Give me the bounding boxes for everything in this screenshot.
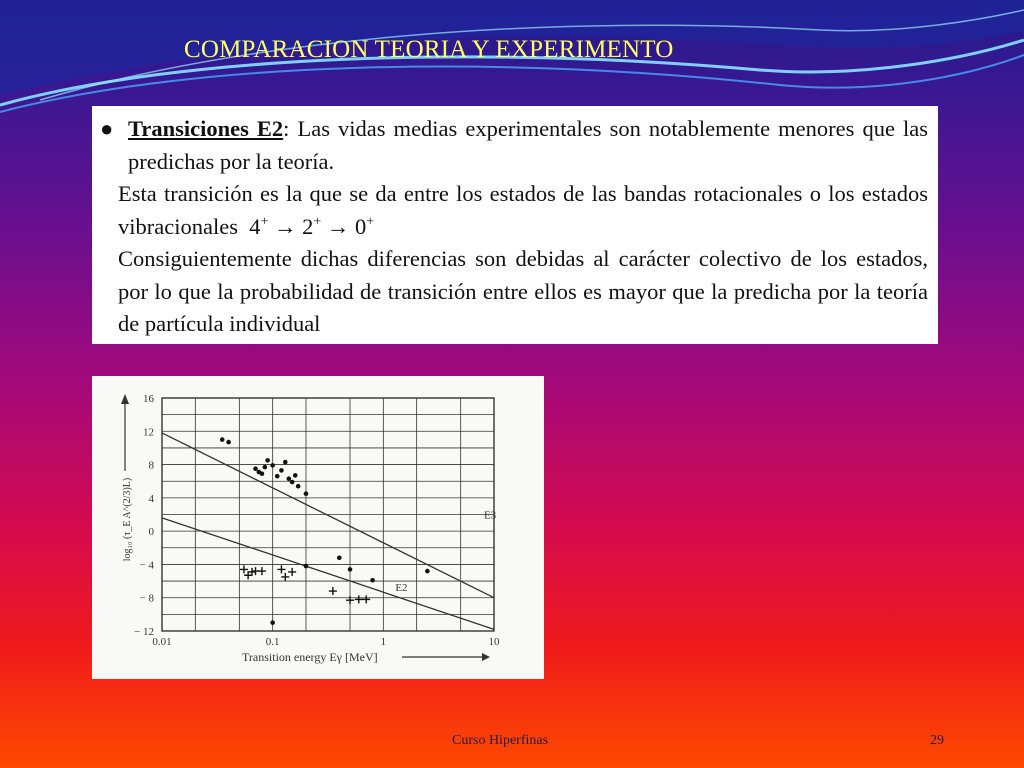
- data-point-dot: [220, 437, 225, 442]
- data-point-dot: [265, 458, 270, 463]
- data-point-cross: [288, 568, 296, 576]
- y-tick-label: 16: [143, 393, 154, 405]
- data-point-dot: [270, 620, 275, 625]
- data-point-cross: [258, 567, 266, 575]
- y-tick-label: 8: [148, 459, 154, 472]
- data-point-dot: [263, 465, 268, 470]
- data-point-dot: [425, 569, 430, 574]
- chart-labels: [121, 393, 500, 664]
- x-tick-label: 0.1: [265, 636, 280, 648]
- y-tick-label: − 8: [139, 592, 154, 605]
- x-axis-arrowhead: [482, 653, 490, 661]
- y-tick-label: − 4: [139, 559, 154, 572]
- chart-grid: [162, 398, 494, 631]
- label-e2: E2: [395, 582, 408, 595]
- data-point-dot: [283, 460, 288, 465]
- data-point-cross: [355, 595, 363, 603]
- data-point-dot: [270, 463, 275, 468]
- data-point-cross: [329, 587, 337, 595]
- bullet-icon: ●: [100, 116, 114, 141]
- paragraph-line2: Esta transición es la que se da entre los estados de las bandas rotacionales o los estados vibracionales 4+ → 2+ → 0+: [118, 181, 928, 239]
- data-point-cross: [277, 565, 285, 573]
- bullet-paragraph: [100, 113, 928, 178]
- data-point-dot: [275, 474, 280, 479]
- y-tick-label: 12: [143, 426, 154, 439]
- x-tick-label: 0.01: [152, 636, 172, 648]
- x-tick-label: 10: [488, 636, 500, 648]
- y-tick-label: 0: [148, 526, 154, 539]
- transition-lifetime-chart: [92, 376, 544, 679]
- data-point-dot: [304, 564, 309, 569]
- y-axis-label: log₁₀ (τ_E A^(2/3)L): [122, 477, 133, 562]
- data-point-cross: [240, 565, 248, 573]
- label-e3: E3: [483, 509, 497, 522]
- formula: 4+ → 2+ → 0+: [249, 213, 375, 239]
- text-panel: [92, 106, 938, 344]
- page-number: 29: [930, 733, 944, 748]
- data-point-dot: [296, 484, 301, 489]
- data-point-dot: [260, 471, 265, 476]
- y-axis-arrowhead: [121, 394, 129, 404]
- footer-course: Curso Hiperfinas: [452, 733, 549, 748]
- y-tick-label: − 12: [134, 626, 154, 638]
- data-point-dot: [348, 567, 353, 572]
- x-tick-label: 1: [380, 636, 387, 648]
- y-tick-label: 4: [148, 492, 154, 505]
- slide-title: COMPARACION TEORIA Y EXPERIMENTO: [184, 36, 674, 63]
- paragraph-line3: Consiguientemente dichas diferencias son debidas al carácter colectivo de los estados, por lo que la probabilidad de transición entre ellos es mayor que la predicha por la teoría de partícula individual: [118, 246, 928, 336]
- data-point-dot: [293, 473, 298, 478]
- data-point-dot: [226, 440, 231, 445]
- paragraph-line1: : Las vidas medias experimentales son notablemente menores que las predichas por la teoría.: [128, 116, 928, 174]
- x-axis-label: Transition energy Eγ [MeV]: [242, 650, 378, 664]
- data-point-dot: [370, 578, 375, 583]
- data-point-cross: [362, 595, 370, 603]
- data-point-dot: [304, 491, 309, 496]
- data-point-dot: [279, 468, 284, 473]
- data-point-dot: [290, 480, 295, 485]
- data-point-dot: [337, 555, 342, 560]
- data-point-dot: [287, 476, 292, 481]
- data-point-cross: [281, 573, 289, 581]
- heading-e2: Transiciones E2: [128, 116, 284, 141]
- data-point-dot: [253, 466, 258, 471]
- chart-panel: [92, 376, 544, 679]
